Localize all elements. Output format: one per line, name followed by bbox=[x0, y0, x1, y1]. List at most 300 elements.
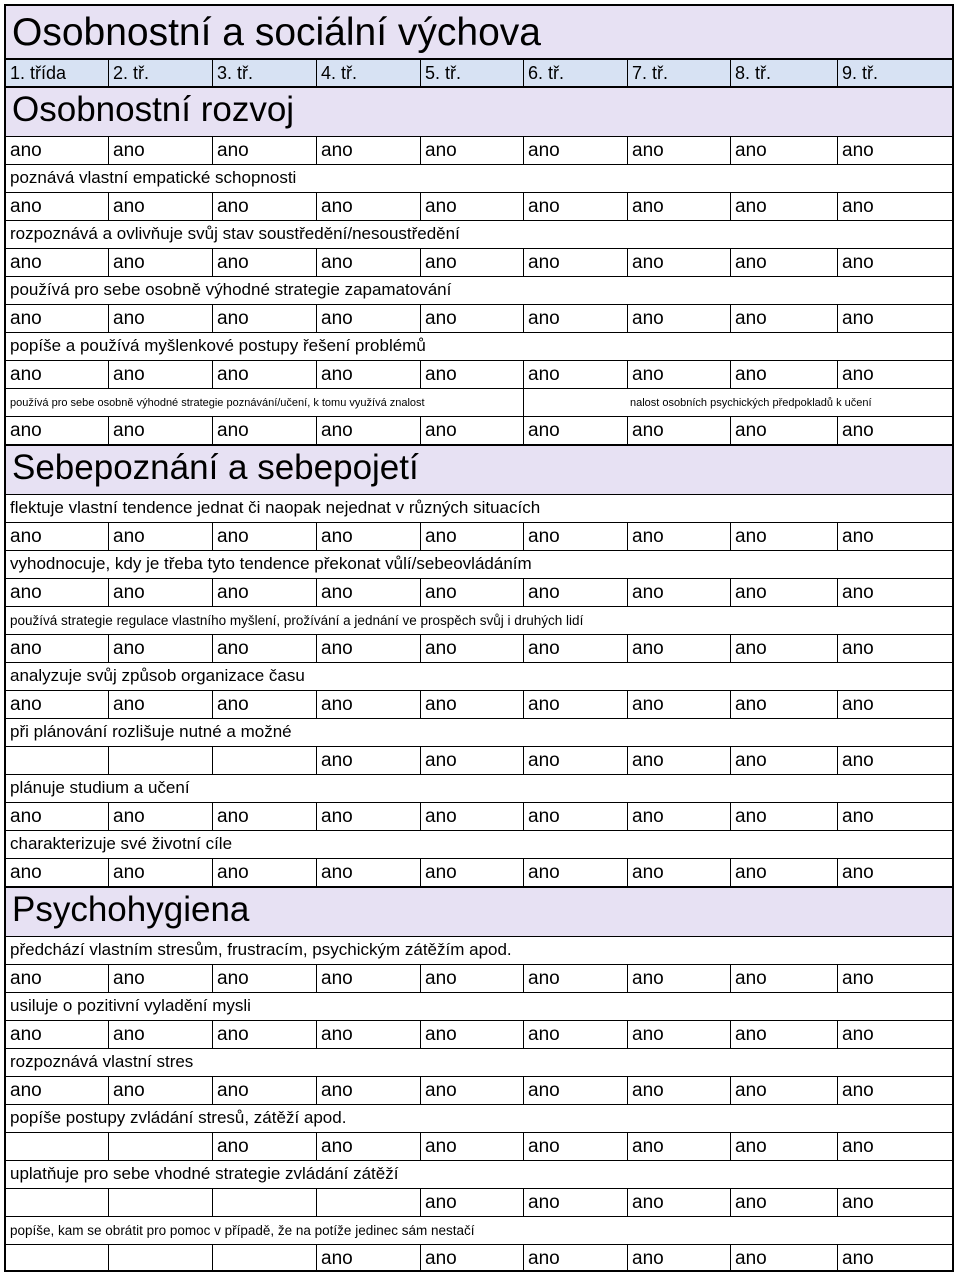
grade-value-cell bbox=[730, 803, 837, 830]
grade-value-cell bbox=[6, 137, 108, 164]
grade-value: ano bbox=[425, 252, 457, 273]
competence-text: poznává vlastní empatické schopnosti bbox=[10, 168, 297, 187]
grade-header-cell bbox=[523, 60, 627, 86]
grade-value-cell bbox=[730, 635, 837, 662]
grade-value: ano bbox=[632, 1024, 664, 1045]
grade-value-cell bbox=[108, 1133, 212, 1160]
grade-value-cell bbox=[523, 523, 627, 550]
grade-value-cell bbox=[316, 417, 420, 444]
grade-value: ano bbox=[10, 420, 42, 441]
grade-header-cell bbox=[316, 60, 420, 86]
grade-value-cell bbox=[212, 1021, 316, 1048]
grade-value: ano bbox=[735, 308, 767, 329]
grade-value: ano bbox=[842, 420, 874, 441]
grade-label: 9. tř. bbox=[842, 63, 879, 83]
grade-value: ano bbox=[10, 694, 42, 715]
grade-value-cell bbox=[6, 965, 108, 992]
grade-value: ano bbox=[321, 420, 353, 441]
grade-value-cell bbox=[523, 361, 627, 388]
grade-value-cell bbox=[420, 965, 523, 992]
grade-value-cell bbox=[730, 965, 837, 992]
grade-value: ano bbox=[735, 420, 767, 441]
competence-text-row bbox=[4, 936, 954, 964]
grade-value: ano bbox=[425, 1136, 457, 1157]
grade-value: ano bbox=[321, 806, 353, 827]
grade-value-cell bbox=[420, 1077, 523, 1104]
grade-value-cell bbox=[523, 1133, 627, 1160]
grade-value: ano bbox=[735, 1248, 767, 1269]
overflow-cell-divider bbox=[523, 389, 524, 416]
grade-value-cell bbox=[837, 859, 952, 886]
grade-value: ano bbox=[735, 526, 767, 547]
grade-value: ano bbox=[217, 1024, 249, 1045]
grade-value-cell bbox=[316, 193, 420, 220]
grade-value-cell bbox=[730, 523, 837, 550]
grade-value: ano bbox=[842, 308, 874, 329]
grade-value-cell bbox=[108, 361, 212, 388]
section-heading: Psychohygiena bbox=[12, 890, 250, 929]
grade-value: ano bbox=[632, 196, 664, 217]
grade-value: ano bbox=[842, 252, 874, 273]
grade-value: ano bbox=[528, 196, 560, 217]
grade-value-cell bbox=[523, 747, 627, 774]
grade-value-cell bbox=[108, 965, 212, 992]
grade-header-cell bbox=[108, 60, 212, 86]
grade-value: ano bbox=[425, 196, 457, 217]
grade-value: ano bbox=[528, 1024, 560, 1045]
grade-value-cell bbox=[730, 193, 837, 220]
grade-value-cell bbox=[523, 249, 627, 276]
grade-value: ano bbox=[842, 638, 874, 659]
grade-value-cell bbox=[837, 361, 952, 388]
grade-value: ano bbox=[425, 420, 457, 441]
grade-value: ano bbox=[632, 364, 664, 385]
competence-text: při plánování rozlišuje nutné a možné bbox=[10, 722, 292, 741]
grade-value: ano bbox=[10, 364, 42, 385]
grade-value-cell bbox=[108, 691, 212, 718]
grade-value: ano bbox=[217, 1080, 249, 1101]
competence-text-row bbox=[4, 332, 954, 360]
grade-value: ano bbox=[425, 526, 457, 547]
grade-value-cell bbox=[730, 579, 837, 606]
grade-value: ano bbox=[528, 806, 560, 827]
grade-value-cell bbox=[627, 249, 730, 276]
grade-value: ano bbox=[10, 582, 42, 603]
grade-value-cell bbox=[420, 635, 523, 662]
grade-value-cell bbox=[837, 249, 952, 276]
grade-value: ano bbox=[735, 364, 767, 385]
grade-value-cell bbox=[523, 1245, 627, 1270]
grade-value-cell bbox=[837, 1189, 952, 1216]
grade-value-cell bbox=[627, 579, 730, 606]
grade-values-row bbox=[4, 1188, 954, 1216]
grade-value-cell bbox=[6, 747, 108, 774]
grade-value-cell bbox=[212, 193, 316, 220]
grade-value-cell bbox=[6, 417, 108, 444]
grade-value-cell bbox=[730, 691, 837, 718]
grade-value-cell bbox=[837, 803, 952, 830]
grade-value-cell bbox=[420, 1245, 523, 1270]
grade-value-cell bbox=[420, 361, 523, 388]
grade-value-cell bbox=[837, 523, 952, 550]
title-row bbox=[4, 4, 954, 58]
grade-label: 1. třída bbox=[10, 63, 67, 83]
grade-value-cell bbox=[837, 635, 952, 662]
grade-value: ano bbox=[842, 1024, 874, 1045]
grade-value: ano bbox=[528, 1080, 560, 1101]
grade-value-cell bbox=[730, 417, 837, 444]
grade-value-cell bbox=[316, 249, 420, 276]
page-title: Osobnostní a sociální výchova bbox=[12, 11, 541, 54]
grade-label: 8. tř. bbox=[735, 63, 772, 83]
grade-value: ano bbox=[528, 862, 560, 883]
grade-value: ano bbox=[842, 140, 874, 161]
grade-value-cell bbox=[6, 1133, 108, 1160]
grade-value: ano bbox=[113, 420, 145, 441]
grade-value-cell bbox=[420, 691, 523, 718]
grade-value-cell bbox=[212, 1077, 316, 1104]
grade-value: ano bbox=[528, 1192, 560, 1213]
grade-values-row bbox=[4, 578, 954, 606]
grade-value-cell bbox=[316, 1189, 420, 1216]
grade-value: ano bbox=[842, 526, 874, 547]
grade-value: ano bbox=[632, 750, 664, 771]
grade-value: ano bbox=[632, 252, 664, 273]
grade-value: ano bbox=[842, 582, 874, 603]
grade-value: ano bbox=[735, 1192, 767, 1213]
grade-value-cell bbox=[108, 803, 212, 830]
grade-value: ano bbox=[10, 1024, 42, 1045]
grade-value: ano bbox=[10, 806, 42, 827]
grade-value: ano bbox=[632, 694, 664, 715]
grade-value-cell bbox=[316, 747, 420, 774]
grade-value-cell bbox=[627, 305, 730, 332]
grade-value: ano bbox=[321, 364, 353, 385]
competence-text-row bbox=[4, 662, 954, 690]
grade-values-row bbox=[4, 192, 954, 220]
grade-value: ano bbox=[217, 694, 249, 715]
grade-value-cell bbox=[420, 579, 523, 606]
grade-value: ano bbox=[735, 694, 767, 715]
grade-value: ano bbox=[321, 252, 353, 273]
grade-value: ano bbox=[217, 638, 249, 659]
grade-value: ano bbox=[217, 140, 249, 161]
grade-value-cell bbox=[108, 417, 212, 444]
grade-values-row bbox=[4, 858, 954, 886]
grade-value: ano bbox=[632, 968, 664, 989]
grade-value-cell bbox=[627, 1021, 730, 1048]
competence-text: vyhodnocuje, kdy je třeba tyto tendence překonat vůlí/sebeovládáním bbox=[10, 554, 532, 573]
grade-value: ano bbox=[113, 252, 145, 273]
grade-value-cell bbox=[627, 137, 730, 164]
grade-value: ano bbox=[632, 582, 664, 603]
grade-values-row bbox=[4, 522, 954, 550]
grade-value-cell bbox=[523, 305, 627, 332]
grade-value-cell bbox=[212, 747, 316, 774]
competence-text: popíše, kam se obrátit pro pomoc v případě, že na potíže jedinec sám nestačí bbox=[10, 1223, 475, 1238]
grade-value: ano bbox=[10, 526, 42, 547]
grade-value: ano bbox=[10, 308, 42, 329]
competence-text-row bbox=[4, 774, 954, 802]
grade-value: ano bbox=[113, 308, 145, 329]
grade-value-cell bbox=[523, 417, 627, 444]
grade-value-cell bbox=[523, 635, 627, 662]
grade-value-cell bbox=[108, 635, 212, 662]
grade-value-cell bbox=[6, 361, 108, 388]
grade-value: ano bbox=[10, 638, 42, 659]
grade-value: ano bbox=[425, 862, 457, 883]
grade-value-cell bbox=[212, 803, 316, 830]
grade-value: ano bbox=[632, 806, 664, 827]
grade-value-cell bbox=[730, 137, 837, 164]
grade-value: ano bbox=[321, 1024, 353, 1045]
grade-value-cell bbox=[627, 1133, 730, 1160]
grade-value: ano bbox=[425, 694, 457, 715]
grade-value-cell bbox=[627, 747, 730, 774]
grade-value-cell bbox=[108, 193, 212, 220]
grade-value-cell bbox=[316, 859, 420, 886]
grade-value-cell bbox=[420, 747, 523, 774]
grade-value-cell bbox=[627, 965, 730, 992]
grade-value-cell bbox=[730, 1021, 837, 1048]
grade-label: 2. tř. bbox=[113, 63, 150, 83]
grade-values-row bbox=[4, 304, 954, 332]
grade-value: ano bbox=[10, 862, 42, 883]
grade-value: ano bbox=[217, 526, 249, 547]
grade-value-cell bbox=[837, 691, 952, 718]
grade-value: ano bbox=[425, 806, 457, 827]
grade-header-cell bbox=[627, 60, 730, 86]
grade-value-cell bbox=[6, 691, 108, 718]
grade-value-cell bbox=[108, 523, 212, 550]
grade-value: ano bbox=[528, 140, 560, 161]
grade-value: ano bbox=[735, 750, 767, 771]
grade-value: ano bbox=[632, 526, 664, 547]
grade-value-cell bbox=[316, 579, 420, 606]
competence-text-row bbox=[4, 276, 954, 304]
competence-text-row bbox=[4, 388, 954, 416]
grade-value-cell bbox=[523, 137, 627, 164]
grade-value-cell bbox=[627, 691, 730, 718]
grade-values-row bbox=[4, 964, 954, 992]
grade-value: ano bbox=[113, 364, 145, 385]
grade-values-row bbox=[4, 1076, 954, 1104]
grade-value-cell bbox=[420, 193, 523, 220]
grade-value-cell bbox=[316, 523, 420, 550]
grade-value-cell bbox=[837, 1077, 952, 1104]
grade-values-row bbox=[4, 1020, 954, 1048]
grade-value: ano bbox=[632, 420, 664, 441]
grade-value: ano bbox=[217, 582, 249, 603]
competence-text: používá strategie regulace vlastního myšlení, prožívání a jednání ve prospěch svůj i druhých lidí bbox=[10, 613, 584, 628]
grade-value-cell bbox=[420, 803, 523, 830]
grade-value: ano bbox=[735, 638, 767, 659]
grade-value-cell bbox=[108, 747, 212, 774]
grade-value-cell bbox=[627, 803, 730, 830]
grade-value-cell bbox=[730, 747, 837, 774]
grade-value-cell bbox=[420, 1189, 523, 1216]
grade-value: ano bbox=[842, 694, 874, 715]
grade-header-cell bbox=[420, 60, 523, 86]
grade-header-cell bbox=[730, 60, 837, 86]
grade-value: ano bbox=[321, 526, 353, 547]
grade-value-cell bbox=[730, 305, 837, 332]
grade-value-cell bbox=[837, 193, 952, 220]
competence-text-row bbox=[4, 164, 954, 192]
grade-value: ano bbox=[425, 1080, 457, 1101]
grade-value-cell bbox=[420, 1133, 523, 1160]
grade-value: ano bbox=[425, 1248, 457, 1269]
competence-text: používá pro sebe osobně výhodné strategie poznávání/učení, k tomu využívá znalost bbox=[10, 397, 425, 409]
grade-label: 7. tř. bbox=[632, 63, 669, 83]
grade-value-cell bbox=[523, 859, 627, 886]
grade-value-cell bbox=[108, 579, 212, 606]
grade-value: ano bbox=[113, 1024, 145, 1045]
grade-value-cell bbox=[6, 803, 108, 830]
competence-text-row bbox=[4, 718, 954, 746]
competence-text-overflow: nalost osobních psychických předpokladů k učení bbox=[630, 397, 872, 409]
grade-value: ano bbox=[321, 750, 353, 771]
grade-value: ano bbox=[735, 968, 767, 989]
grade-value: ano bbox=[842, 862, 874, 883]
grade-value-cell bbox=[837, 417, 952, 444]
grade-value-cell bbox=[837, 1245, 952, 1270]
grade-value: ano bbox=[842, 1080, 874, 1101]
grade-values-row bbox=[4, 1244, 954, 1272]
grade-value-cell bbox=[420, 417, 523, 444]
grade-value-cell bbox=[108, 859, 212, 886]
competence-text-row bbox=[4, 494, 954, 522]
grade-value: ano bbox=[10, 252, 42, 273]
grade-value-cell bbox=[837, 137, 952, 164]
grade-value: ano bbox=[735, 252, 767, 273]
grade-value-cell bbox=[627, 635, 730, 662]
competence-text-row bbox=[4, 550, 954, 578]
grade-value: ano bbox=[321, 1248, 353, 1269]
grade-value-cell bbox=[627, 1245, 730, 1270]
grade-value-cell bbox=[108, 1021, 212, 1048]
grade-value-cell bbox=[316, 305, 420, 332]
competence-text: popíše a používá myšlenkové postupy řešení problémů bbox=[10, 336, 426, 355]
grade-header-cell bbox=[6, 60, 108, 86]
grade-label: 3. tř. bbox=[217, 63, 254, 83]
grade-value-cell bbox=[212, 859, 316, 886]
competence-text: rozpoznává a ovlivňuje svůj stav soustředění/nesoustředění bbox=[10, 224, 460, 243]
grade-value-cell bbox=[627, 193, 730, 220]
grade-value: ano bbox=[528, 1136, 560, 1157]
grade-value: ano bbox=[321, 196, 353, 217]
grade-label: 4. tř. bbox=[321, 63, 358, 83]
grade-value-cell bbox=[108, 305, 212, 332]
grade-value-cell bbox=[420, 1021, 523, 1048]
grade-value-cell bbox=[627, 523, 730, 550]
grade-value: ano bbox=[321, 638, 353, 659]
grade-value: ano bbox=[217, 1136, 249, 1157]
competence-text: rozpoznává vlastní stres bbox=[10, 1052, 194, 1071]
grade-value: ano bbox=[321, 1136, 353, 1157]
grade-value-cell bbox=[730, 1189, 837, 1216]
competence-text: flektuje vlastní tendence jednat či naopak nejednat v různých situacích bbox=[10, 498, 541, 517]
grade-value-cell bbox=[212, 523, 316, 550]
grade-value-cell bbox=[523, 1077, 627, 1104]
grade-value-cell bbox=[316, 965, 420, 992]
grade-value: ano bbox=[842, 196, 874, 217]
grade-value: ano bbox=[735, 806, 767, 827]
grade-value-cell bbox=[627, 1077, 730, 1104]
grade-values-row bbox=[4, 634, 954, 662]
grade-value-cell bbox=[420, 137, 523, 164]
grade-value: ano bbox=[632, 638, 664, 659]
grade-value: ano bbox=[842, 750, 874, 771]
grade-value-cell bbox=[108, 137, 212, 164]
grade-value-cell bbox=[316, 1245, 420, 1270]
grade-value: ano bbox=[528, 364, 560, 385]
grade-value: ano bbox=[217, 806, 249, 827]
grade-value-cell bbox=[212, 361, 316, 388]
grade-value-cell bbox=[6, 579, 108, 606]
grade-values-row bbox=[4, 1132, 954, 1160]
grade-value-cell bbox=[420, 859, 523, 886]
grade-value-cell bbox=[212, 965, 316, 992]
grade-label: 5. tř. bbox=[425, 63, 462, 83]
grade-value-cell bbox=[108, 1189, 212, 1216]
grade-header-cell bbox=[837, 60, 952, 86]
grade-value: ano bbox=[735, 140, 767, 161]
grade-value: ano bbox=[321, 694, 353, 715]
grade-value: ano bbox=[528, 750, 560, 771]
competence-text: charakterizuje své životní cíle bbox=[10, 834, 233, 853]
grade-value-cell bbox=[316, 1133, 420, 1160]
grade-value-cell bbox=[6, 1245, 108, 1270]
grade-value-cell bbox=[420, 523, 523, 550]
grade-value-cell bbox=[108, 1245, 212, 1270]
grade-value: ano bbox=[528, 308, 560, 329]
grade-value: ano bbox=[528, 638, 560, 659]
section-heading-row bbox=[4, 886, 954, 936]
grade-value: ano bbox=[321, 308, 353, 329]
grade-value: ano bbox=[735, 1136, 767, 1157]
grade-value: ano bbox=[842, 1248, 874, 1269]
grade-value: ano bbox=[113, 862, 145, 883]
grade-value-cell bbox=[523, 965, 627, 992]
grade-value: ano bbox=[113, 1080, 145, 1101]
grade-value-cell bbox=[730, 249, 837, 276]
grade-value-cell bbox=[316, 635, 420, 662]
section-heading: Sebepoznání a sebepojetí bbox=[12, 448, 419, 487]
grade-value: ano bbox=[10, 196, 42, 217]
competence-text-row bbox=[4, 606, 954, 634]
competence-text-row bbox=[4, 220, 954, 248]
grade-value: ano bbox=[217, 364, 249, 385]
grade-values-row bbox=[4, 136, 954, 164]
grade-value-cell bbox=[212, 579, 316, 606]
grade-value-cell bbox=[6, 305, 108, 332]
grade-value-cell bbox=[6, 523, 108, 550]
competence-text: plánuje studium a učení bbox=[10, 778, 190, 797]
grade-value-cell bbox=[837, 965, 952, 992]
grade-value: ano bbox=[217, 862, 249, 883]
grade-value-cell bbox=[627, 417, 730, 444]
grade-values-row bbox=[4, 690, 954, 718]
grade-value-cell bbox=[730, 1245, 837, 1270]
grade-value-cell bbox=[837, 747, 952, 774]
grade-value: ano bbox=[842, 806, 874, 827]
grade-value-cell bbox=[523, 691, 627, 718]
competence-text: uplatňuje pro sebe vhodné strategie zvládání zátěží bbox=[10, 1164, 399, 1183]
grade-value-cell bbox=[6, 635, 108, 662]
grade-value: ano bbox=[528, 526, 560, 547]
competence-text: předchází vlastním stresům, frustracím, psychickým zátěžím apod. bbox=[10, 940, 512, 959]
